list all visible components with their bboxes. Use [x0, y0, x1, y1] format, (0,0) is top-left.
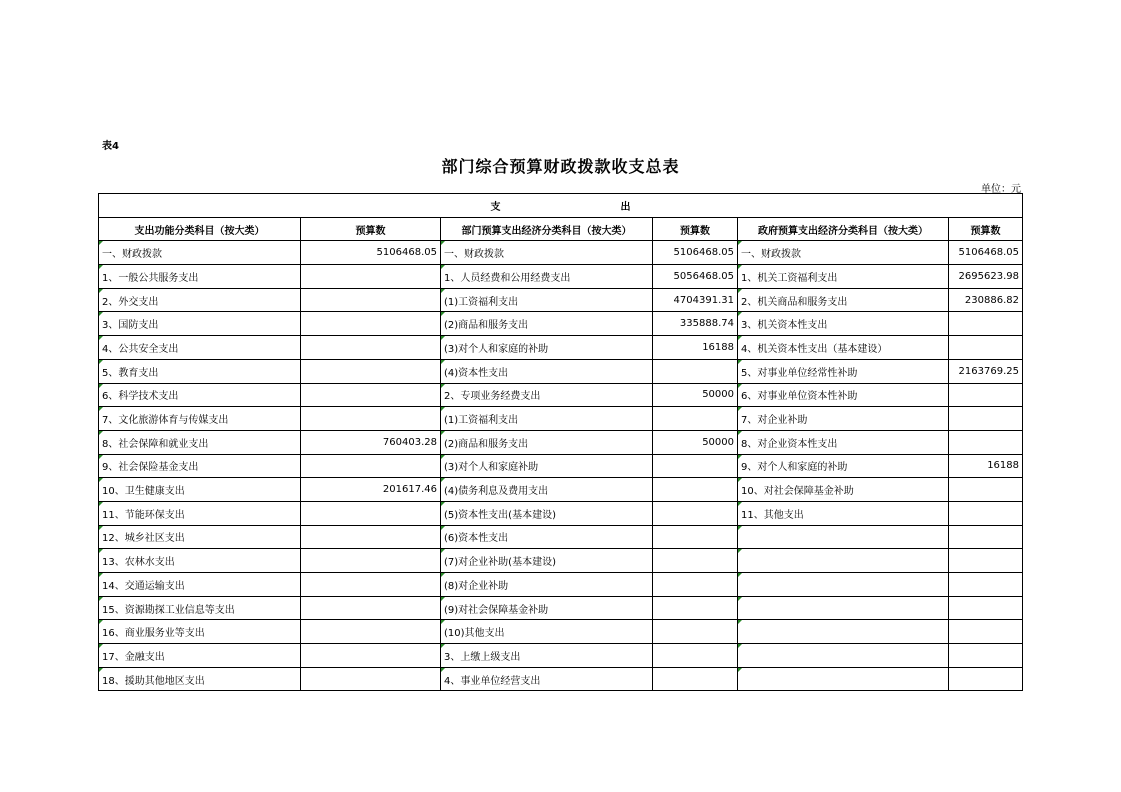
- budget-amount-cell: 760403.28: [301, 430, 441, 454]
- budget-amount-cell: [653, 667, 738, 691]
- dept-econ-class-cell: (2)商品和服务支出: [441, 430, 653, 454]
- table-row: [99, 501, 1023, 525]
- budget-amount-cell: [653, 454, 738, 478]
- function-class-cell: 17、金融支出: [99, 644, 301, 668]
- gov-econ-class-cell: 5、对事业单位经常性补助: [738, 359, 949, 383]
- dept-econ-class-cell: (9)对社会保障基金补助: [441, 596, 653, 620]
- budget-amount-cell: [949, 596, 1023, 620]
- function-class-cell: 16、商业服务业等支出: [99, 620, 301, 644]
- table-body: [99, 241, 1023, 691]
- function-class-cell: 1、一般公共服务支出: [99, 265, 301, 289]
- column-header-budget-2: 预算数: [653, 217, 738, 241]
- unit-label: 单位：元: [981, 184, 1021, 195]
- gov-econ-class-cell: 3、机关资本性支出: [738, 312, 949, 336]
- table-row: [99, 288, 1023, 312]
- budget-amount-cell: [949, 430, 1023, 454]
- dept-econ-class-cell: (7)对企业补助(基本建设): [441, 549, 653, 573]
- table-number-label: 表4: [102, 141, 119, 152]
- budget-amount-cell: 4704391.31: [653, 288, 738, 312]
- budget-amount-cell: [301, 336, 441, 360]
- gov-econ-class-cell: 10、对社会保障基金补助: [738, 478, 949, 502]
- dept-econ-class-cell: (4)资本性支出: [441, 359, 653, 383]
- budget-amount-cell: [653, 501, 738, 525]
- budget-amount-cell: [653, 573, 738, 597]
- section-header-char-2: 出: [620, 201, 631, 213]
- function-class-cell: 18、援助其他地区支出: [99, 667, 301, 691]
- dept-econ-class-cell: 3、上缴上级支出: [441, 644, 653, 668]
- budget-amount-cell: [949, 620, 1023, 644]
- budget-amount-cell: 5106468.05: [653, 241, 738, 265]
- column-header-row: [99, 217, 1023, 241]
- gov-econ-class-cell: [738, 644, 949, 668]
- function-class-cell: 5、教育支出: [99, 359, 301, 383]
- gov-econ-class-cell: 一、财政拨款: [738, 241, 949, 265]
- dept-econ-class-cell: 2、专项业务经费支出: [441, 383, 653, 407]
- budget-amount-cell: 2695623.98: [949, 265, 1023, 289]
- budget-amount-cell: [301, 383, 441, 407]
- budget-table: [98, 193, 1023, 691]
- table-row: [99, 383, 1023, 407]
- budget-amount-cell: [949, 312, 1023, 336]
- gov-econ-class-cell: [738, 549, 949, 573]
- dept-econ-class-cell: (8)对企业补助: [441, 573, 653, 597]
- column-header-function-class: 支出功能分类科目（按大类）: [99, 217, 301, 241]
- column-header-budget-3: 预算数: [949, 217, 1023, 241]
- budget-amount-cell: [653, 596, 738, 620]
- gov-econ-class-cell: [738, 596, 949, 620]
- function-class-cell: 9、社会保险基金支出: [99, 454, 301, 478]
- gov-econ-class-cell: 11、其他支出: [738, 501, 949, 525]
- function-class-cell: 8、社会保障和就业支出: [99, 430, 301, 454]
- function-class-cell: 4、公共安全支出: [99, 336, 301, 360]
- column-header-budget-1: 预算数: [301, 217, 441, 241]
- budget-amount-cell: 335888.74: [653, 312, 738, 336]
- gov-econ-class-cell: 1、机关工资福利支出: [738, 265, 949, 289]
- budget-amount-cell: [301, 265, 441, 289]
- table-row: [99, 596, 1023, 620]
- dept-econ-class-cell: (6)资本性支出: [441, 525, 653, 549]
- budget-amount-cell: [653, 549, 738, 573]
- budget-amount-cell: [301, 667, 441, 691]
- budget-amount-cell: [301, 501, 441, 525]
- budget-amount-cell: [949, 667, 1023, 691]
- table-row: [99, 241, 1023, 265]
- budget-amount-cell: 16188: [653, 336, 738, 360]
- function-class-cell: 11、节能环保支出: [99, 501, 301, 525]
- gov-econ-class-cell: 7、对企业补助: [738, 407, 949, 431]
- budget-amount-cell: [301, 312, 441, 336]
- budget-amount-cell: [949, 573, 1023, 597]
- dept-econ-class-cell: (2)商品和服务支出: [441, 312, 653, 336]
- table-row: [99, 573, 1023, 597]
- budget-amount-cell: [949, 644, 1023, 668]
- budget-amount-cell: [301, 573, 441, 597]
- column-header-gov-econ-class: 政府预算支出经济分类科目（按大类）: [738, 217, 949, 241]
- function-class-cell: 12、城乡社区支出: [99, 525, 301, 549]
- table-row: [99, 407, 1023, 431]
- gov-econ-class-cell: 2、机关商品和服务支出: [738, 288, 949, 312]
- table-row: [99, 454, 1023, 478]
- dept-econ-class-cell: (1)工资福利支出: [441, 407, 653, 431]
- budget-amount-cell: 16188: [949, 454, 1023, 478]
- gov-econ-class-cell: [738, 620, 949, 644]
- function-class-cell: 一、财政拨款: [99, 241, 301, 265]
- budget-amount-cell: [301, 549, 441, 573]
- budget-amount-cell: [301, 525, 441, 549]
- table-row: [99, 549, 1023, 573]
- gov-econ-class-cell: [738, 573, 949, 597]
- budget-amount-cell: [301, 620, 441, 644]
- table-row: [99, 525, 1023, 549]
- dept-econ-class-cell: 一、财政拨款: [441, 241, 653, 265]
- dept-econ-class-cell: (4)债务利息及费用支出: [441, 478, 653, 502]
- function-class-cell: 14、交通运输支出: [99, 573, 301, 597]
- budget-amount-cell: [653, 359, 738, 383]
- gov-econ-class-cell: 8、对企业资本性支出: [738, 430, 949, 454]
- section-header-row: [99, 194, 1023, 218]
- table-row: [99, 430, 1023, 454]
- budget-amount-cell: [949, 478, 1023, 502]
- budget-amount-cell: [653, 478, 738, 502]
- budget-amount-cell: [301, 596, 441, 620]
- section-header: [99, 194, 1023, 218]
- function-class-cell: 3、国防支出: [99, 312, 301, 336]
- budget-amount-cell: 50000: [653, 383, 738, 407]
- function-class-cell: 13、农林水支出: [99, 549, 301, 573]
- budget-amount-cell: 230886.82: [949, 288, 1023, 312]
- budget-amount-cell: [949, 407, 1023, 431]
- gov-econ-class-cell: 4、机关资本性支出（基本建设）: [738, 336, 949, 360]
- dept-econ-class-cell: 4、事业单位经营支出: [441, 667, 653, 691]
- dept-econ-class-cell: (1)工资福利支出: [441, 288, 653, 312]
- budget-amount-cell: [301, 359, 441, 383]
- gov-econ-class-cell: 6、对事业单位资本性补助: [738, 383, 949, 407]
- table-row: [99, 312, 1023, 336]
- dept-econ-class-cell: (3)对个人和家庭补助: [441, 454, 653, 478]
- budget-amount-cell: [653, 644, 738, 668]
- function-class-cell: 15、资源勘探工业信息等支出: [99, 596, 301, 620]
- table-row: [99, 265, 1023, 289]
- table-row: [99, 620, 1023, 644]
- gov-econ-class-cell: 9、对个人和家庭的补助: [738, 454, 949, 478]
- table-row: [99, 478, 1023, 502]
- budget-amount-cell: [301, 407, 441, 431]
- budget-amount-cell: [301, 288, 441, 312]
- budget-amount-cell: 5106468.05: [949, 241, 1023, 265]
- budget-amount-cell: 5056468.05: [653, 265, 738, 289]
- dept-econ-class-cell: (3)对个人和家庭的补助: [441, 336, 653, 360]
- budget-amount-cell: [301, 644, 441, 668]
- budget-amount-cell: 2163769.25: [949, 359, 1023, 383]
- function-class-cell: 2、外交支出: [99, 288, 301, 312]
- dept-econ-class-cell: (10)其他支出: [441, 620, 653, 644]
- table-row: [99, 359, 1023, 383]
- budget-amount-cell: [949, 525, 1023, 549]
- function-class-cell: 7、文化旅游体育与传媒支出: [99, 407, 301, 431]
- dept-econ-class-cell: (5)资本性支出(基本建设): [441, 501, 653, 525]
- section-header-char-1: 支: [490, 201, 501, 213]
- budget-amount-cell: [653, 525, 738, 549]
- budget-amount-cell: [653, 407, 738, 431]
- dept-econ-class-cell: 1、人员经费和公用经费支出: [441, 265, 653, 289]
- gov-econ-class-cell: [738, 525, 949, 549]
- budget-amount-cell: [949, 383, 1023, 407]
- gov-econ-class-cell: [738, 667, 949, 691]
- budget-amount-cell: [949, 336, 1023, 360]
- budget-amount-cell: 50000: [653, 430, 738, 454]
- page-title: 部门综合预算财政拨款收支总表: [441, 157, 680, 176]
- budget-amount-cell: 201617.46: [301, 478, 441, 502]
- column-header-dept-econ-class: 部门预算支出经济分类科目（按大类）: [441, 217, 653, 241]
- table-row: [99, 336, 1023, 360]
- budget-amount-cell: [949, 549, 1023, 573]
- budget-amount-cell: [301, 454, 441, 478]
- function-class-cell: 10、卫生健康支出: [99, 478, 301, 502]
- function-class-cell: 6、科学技术支出: [99, 383, 301, 407]
- budget-amount-cell: [949, 501, 1023, 525]
- table-row: [99, 644, 1023, 668]
- budget-amount-cell: 5106468.05: [301, 241, 441, 265]
- budget-amount-cell: [653, 620, 738, 644]
- table-row: [99, 667, 1023, 691]
